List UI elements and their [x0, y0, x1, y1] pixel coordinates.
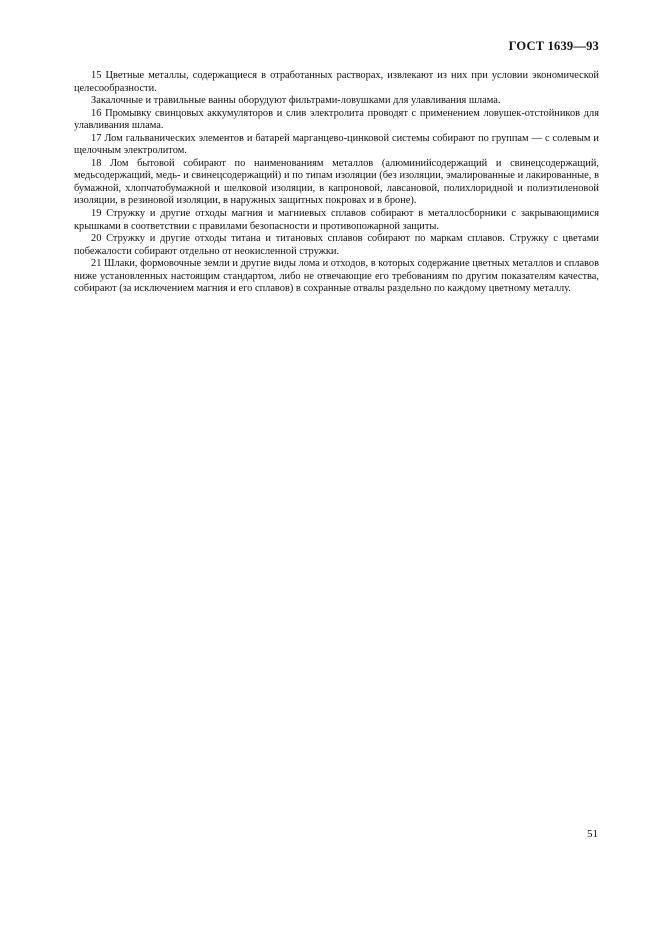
paragraph-16: 16 Промывку свинцовых аккумуляторов и слив электролита проводят с применением ловушек-отстойников для улавливания шлама.	[74, 107, 599, 132]
page-number: 51	[587, 828, 598, 840]
paragraph-18: 18 Лом бытовой собирают по наименованиям металлов (алюминийсодержащий и свинецсодержащий, медьсодержащий, медь- и свинецсодержащий) и по типам изоляции (без изоляции, эмалированные и лакированные, в бумажной, хлопчатобумажной и шелковой изоляции, в капроновой, лавсановой, полихлоридной и полиэтиленовой изоляции, в резиновой изоляции, в наружных защитных покровах и в броне).	[74, 157, 599, 207]
paragraph-21: 21 Шлаки, формовочные земли и другие виды лома и отходов, в которых содержание цветных металлов и сплавов ниже установленных настоящим стандартом, либо не отвечающие его требованиям по другим показателям качества, собирают (за исключением магния и его сплавов) в сохранные отвалы раздельно по каждому цветному металлу.	[74, 258, 599, 295]
paragraph-15: 15 Цветные металлы, содержащиеся в отработанных растворах, извлекают из них при условии экономической целесообразности.	[74, 70, 599, 94]
document-body	[74, 70, 599, 296]
paragraph-19: 19 Стружку и другие отходы магния и магниевых сплавов собирают в металлосборники с закрывающимися крышками в соответствии с правилами безопасности и противопожарной защиты.	[74, 208, 599, 232]
standard-header: ГОСТ 1639—93	[508, 39, 599, 53]
paragraph-quench-baths: Закалочные и травильные ванны оборудуют фильтрами-ловушками для улавливания шлама.	[91, 95, 501, 107]
paragraph-17: 17 Лом гальванических элементов и батарей марганцево-цинковой системы собирают по группам — с солевым и щелочным электролитом.	[74, 132, 599, 157]
paragraph-20: 20 Стружку и другие отходы титана и титановых сплавов собирают по маркам сплавов. Стружку с цветами побежалости собирают отдельно от неокисленной стружки.	[74, 233, 599, 257]
